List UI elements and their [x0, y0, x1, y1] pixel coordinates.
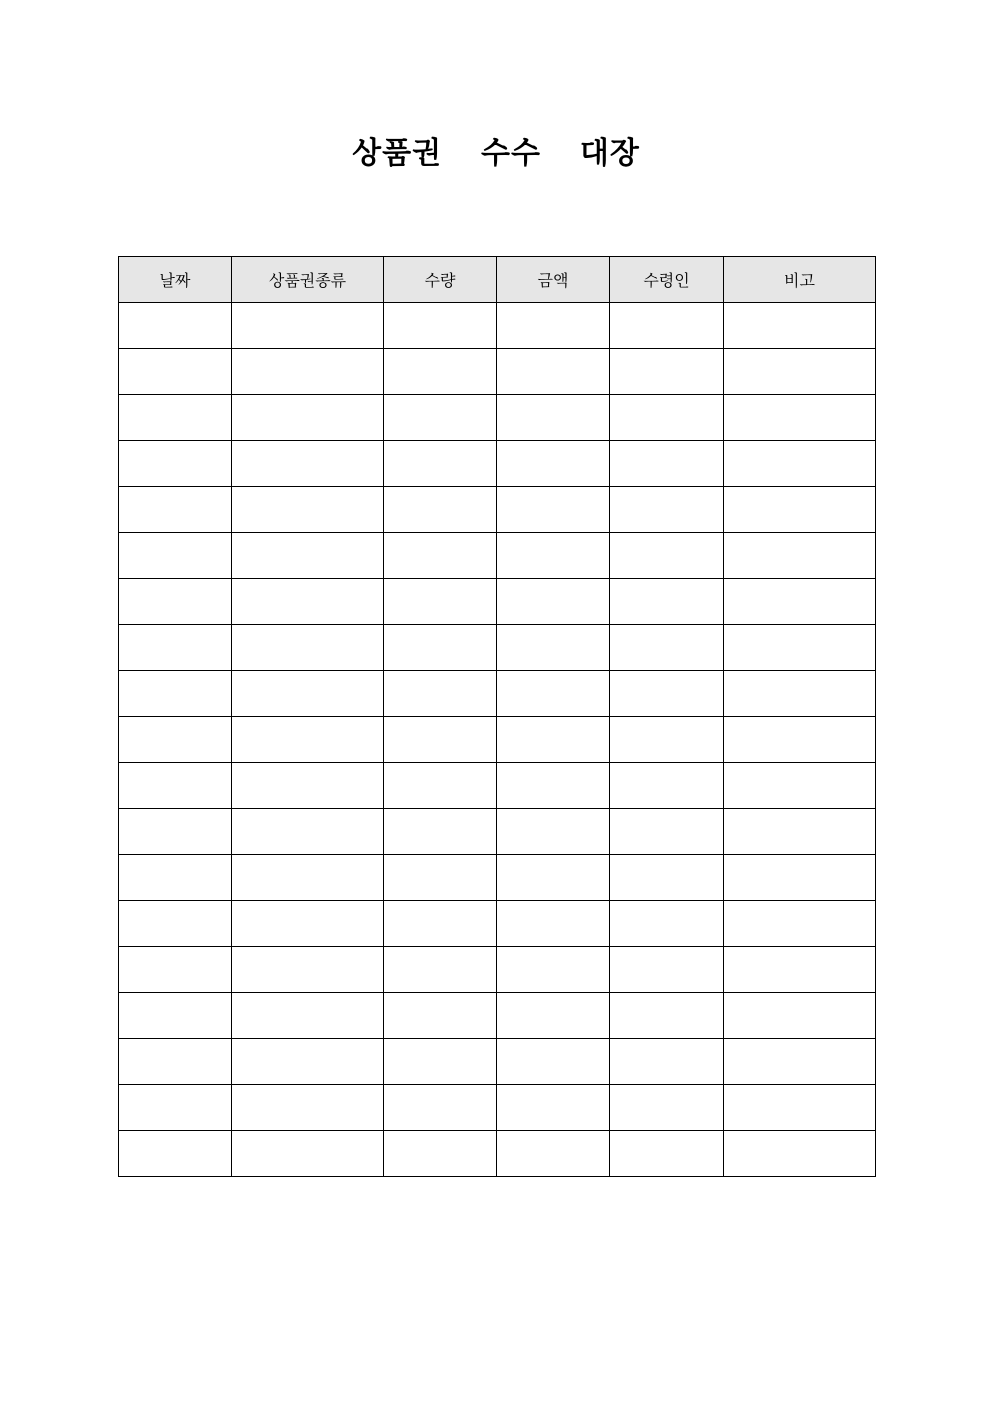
- cell-amount[interactable]: [497, 1131, 610, 1177]
- cell-remarks[interactable]: [724, 441, 876, 487]
- cell-amount[interactable]: [497, 533, 610, 579]
- cell-recipient[interactable]: [610, 533, 724, 579]
- cell-certificate-type[interactable]: [232, 1085, 384, 1131]
- cell-amount[interactable]: [497, 947, 610, 993]
- table-row: [119, 1131, 876, 1177]
- cell-recipient[interactable]: [610, 809, 724, 855]
- cell-remarks[interactable]: [724, 901, 876, 947]
- cell-remarks[interactable]: [724, 487, 876, 533]
- cell-remarks[interactable]: [724, 1039, 876, 1085]
- cell-certificate-type[interactable]: [232, 763, 384, 809]
- cell-recipient[interactable]: [610, 855, 724, 901]
- cell-date[interactable]: [119, 671, 232, 717]
- cell-quantity[interactable]: [384, 395, 497, 441]
- column-header-certificate-type: 상품권종류: [232, 257, 384, 303]
- cell-remarks[interactable]: [724, 533, 876, 579]
- cell-certificate-type[interactable]: [232, 487, 384, 533]
- cell-certificate-type[interactable]: [232, 349, 384, 395]
- table-row: [119, 441, 876, 487]
- column-header-quantity: 수량: [384, 257, 497, 303]
- cell-recipient[interactable]: [610, 717, 724, 763]
- table-row: [119, 993, 876, 1039]
- cell-remarks[interactable]: [724, 671, 876, 717]
- table-row: [119, 671, 876, 717]
- cell-date[interactable]: [119, 349, 232, 395]
- table-body: [119, 303, 876, 1177]
- cell-date[interactable]: [119, 763, 232, 809]
- cell-certificate-type[interactable]: [232, 947, 384, 993]
- cell-recipient[interactable]: [610, 947, 724, 993]
- cell-remarks[interactable]: [724, 625, 876, 671]
- cell-quantity[interactable]: [384, 349, 497, 395]
- cell-quantity[interactable]: [384, 1039, 497, 1085]
- cell-certificate-type[interactable]: [232, 533, 384, 579]
- cell-remarks[interactable]: [724, 993, 876, 1039]
- cell-amount[interactable]: [497, 1085, 610, 1131]
- cell-amount[interactable]: [497, 579, 610, 625]
- cell-date[interactable]: [119, 395, 232, 441]
- cell-recipient[interactable]: [610, 901, 724, 947]
- cell-remarks[interactable]: [724, 763, 876, 809]
- cell-amount[interactable]: [497, 809, 610, 855]
- table-header-row: [119, 257, 876, 303]
- cell-amount[interactable]: [497, 717, 610, 763]
- cell-quantity[interactable]: [384, 1131, 497, 1177]
- cell-quantity[interactable]: [384, 671, 497, 717]
- cell-quantity[interactable]: [384, 625, 497, 671]
- cell-date[interactable]: [119, 441, 232, 487]
- cell-recipient[interactable]: [610, 395, 724, 441]
- table-row: [119, 579, 876, 625]
- cell-quantity[interactable]: [384, 855, 497, 901]
- table-row: [119, 809, 876, 855]
- cell-date[interactable]: [119, 579, 232, 625]
- page-title: 상품권 수수 대장: [352, 136, 640, 171]
- cell-amount[interactable]: [497, 901, 610, 947]
- cell-recipient[interactable]: [610, 1085, 724, 1131]
- cell-remarks[interactable]: [724, 855, 876, 901]
- cell-amount[interactable]: [497, 625, 610, 671]
- cell-quantity[interactable]: [384, 717, 497, 763]
- cell-recipient[interactable]: [610, 303, 724, 349]
- table-row: [119, 901, 876, 947]
- table-row: [119, 487, 876, 533]
- cell-amount[interactable]: [497, 1039, 610, 1085]
- cell-recipient[interactable]: [610, 671, 724, 717]
- cell-remarks[interactable]: [724, 303, 876, 349]
- cell-remarks[interactable]: [724, 809, 876, 855]
- cell-remarks[interactable]: [724, 1131, 876, 1177]
- cell-date[interactable]: [119, 1131, 232, 1177]
- table-row: [119, 855, 876, 901]
- cell-amount[interactable]: [497, 395, 610, 441]
- cell-quantity[interactable]: [384, 441, 497, 487]
- cell-recipient[interactable]: [610, 579, 724, 625]
- table-row: [119, 763, 876, 809]
- cell-certificate-type[interactable]: [232, 625, 384, 671]
- cell-certificate-type[interactable]: [232, 1131, 384, 1177]
- cell-date[interactable]: [119, 303, 232, 349]
- cell-recipient[interactable]: [610, 625, 724, 671]
- cell-date[interactable]: [119, 993, 232, 1039]
- column-header-date: 날짜: [119, 257, 232, 303]
- cell-quantity[interactable]: [384, 763, 497, 809]
- cell-quantity[interactable]: [384, 809, 497, 855]
- table-row: [119, 533, 876, 579]
- cell-remarks[interactable]: [724, 395, 876, 441]
- cell-date[interactable]: [119, 901, 232, 947]
- cell-certificate-type[interactable]: [232, 441, 384, 487]
- cell-amount[interactable]: [497, 349, 610, 395]
- cell-amount[interactable]: [497, 671, 610, 717]
- cell-quantity[interactable]: [384, 993, 497, 1039]
- cell-certificate-type[interactable]: [232, 855, 384, 901]
- cell-certificate-type[interactable]: [232, 303, 384, 349]
- cell-amount[interactable]: [497, 993, 610, 1039]
- cell-quantity[interactable]: [384, 901, 497, 947]
- cell-recipient[interactable]: [610, 763, 724, 809]
- cell-recipient[interactable]: [610, 993, 724, 1039]
- table-row: [119, 717, 876, 763]
- cell-recipient[interactable]: [610, 349, 724, 395]
- cell-recipient[interactable]: [610, 1131, 724, 1177]
- column-header-remarks: 비고: [724, 257, 876, 303]
- cell-quantity[interactable]: [384, 579, 497, 625]
- cell-recipient[interactable]: [610, 487, 724, 533]
- cell-quantity[interactable]: [384, 1085, 497, 1131]
- table-row: [119, 1085, 876, 1131]
- cell-remarks[interactable]: [724, 947, 876, 993]
- cell-certificate-type[interactable]: [232, 1039, 384, 1085]
- cell-date[interactable]: [119, 947, 232, 993]
- table-row: [119, 947, 876, 993]
- cell-date[interactable]: [119, 1085, 232, 1131]
- cell-date[interactable]: [119, 717, 232, 763]
- table-row: [119, 1039, 876, 1085]
- cell-amount[interactable]: [497, 441, 610, 487]
- cell-remarks[interactable]: [724, 349, 876, 395]
- cell-date[interactable]: [119, 809, 232, 855]
- cell-recipient[interactable]: [610, 441, 724, 487]
- cell-date[interactable]: [119, 487, 232, 533]
- cell-amount[interactable]: [497, 487, 610, 533]
- cell-certificate-type[interactable]: [232, 671, 384, 717]
- cell-certificate-type[interactable]: [232, 809, 384, 855]
- column-header-amount: 금액: [497, 257, 610, 303]
- table-row: [119, 349, 876, 395]
- cell-amount[interactable]: [497, 763, 610, 809]
- gift-certificate-ledger-table: [118, 256, 876, 1177]
- column-header-recipient: 수령인: [610, 257, 724, 303]
- cell-date[interactable]: [119, 533, 232, 579]
- cell-remarks[interactable]: [724, 717, 876, 763]
- table-row: [119, 395, 876, 441]
- cell-remarks[interactable]: [724, 1085, 876, 1131]
- table-row: [119, 625, 876, 671]
- cell-certificate-type[interactable]: [232, 579, 384, 625]
- cell-date[interactable]: [119, 1039, 232, 1085]
- cell-certificate-type[interactable]: [232, 395, 384, 441]
- cell-remarks[interactable]: [724, 579, 876, 625]
- cell-quantity[interactable]: [384, 533, 497, 579]
- cell-certificate-type[interactable]: [232, 901, 384, 947]
- cell-quantity[interactable]: [384, 303, 497, 349]
- cell-quantity[interactable]: [384, 947, 497, 993]
- cell-certificate-type[interactable]: [232, 717, 384, 763]
- cell-quantity[interactable]: [384, 487, 497, 533]
- cell-certificate-type[interactable]: [232, 993, 384, 1039]
- cell-amount[interactable]: [497, 855, 610, 901]
- cell-date[interactable]: [119, 855, 232, 901]
- table-row: [119, 303, 876, 349]
- cell-recipient[interactable]: [610, 1039, 724, 1085]
- cell-date[interactable]: [119, 625, 232, 671]
- cell-amount[interactable]: [497, 303, 610, 349]
